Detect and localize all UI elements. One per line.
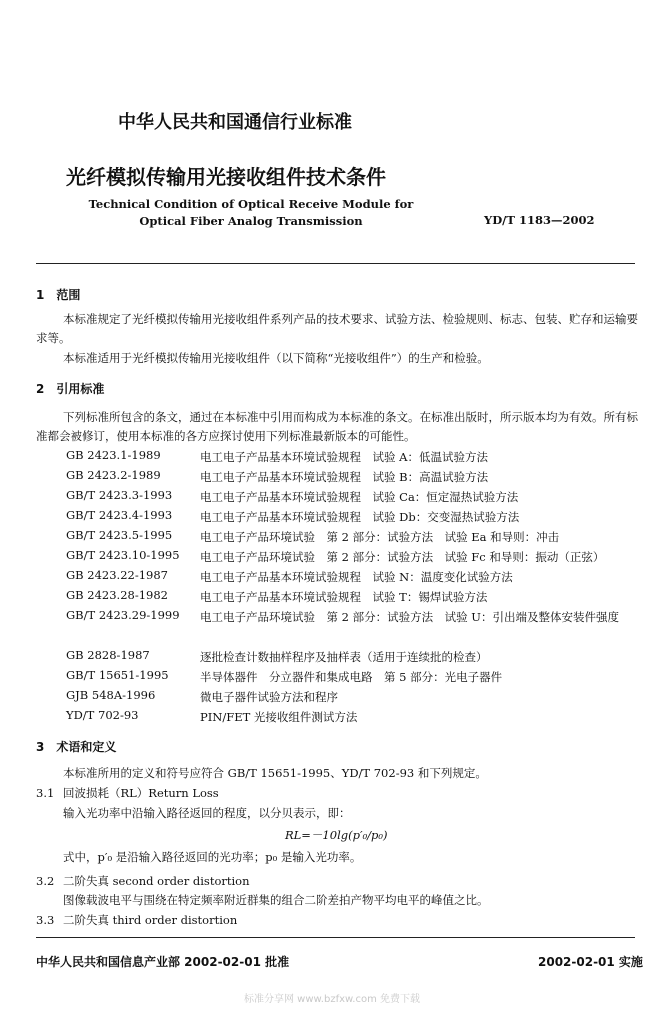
reference-title: 电工电子产品基本环境试验规程 试验 A：低温试验方法 (200, 450, 488, 464)
section-1-para-2: 本标准适用于光纤模拟传输用光接收组件（以下简称“光接收组件”）的生产和检验。 (63, 351, 489, 365)
reference-title: 电工电子产品环境试验 第 2 部分：试验方法 试验 Fc 和导则：振动（正弦） (200, 550, 605, 564)
reference-code: GB 2423.22-1987 (66, 568, 169, 582)
reference-title: 半导体器件 分立器件和集成电路 第 5 部分：光电子器件 (200, 670, 503, 684)
reference-code: GB/T 15651-1995 (66, 668, 169, 682)
reference-code: GB 2423.28-1982 (66, 588, 169, 602)
header-divider (36, 263, 635, 264)
section-1-heading: 1 范围 (36, 288, 81, 302)
reference-code: GB 2828-1987 (66, 648, 150, 662)
reference-title: 逐批检查计数抽样程序及抽样表（适用于连续批的检查） (200, 650, 488, 664)
term-3-1-desc: 输入光功率中沿输入路径返回的程度，以分贝表示，即： (63, 806, 351, 820)
formula-note: 式中，p′₀ 是沿输入路径返回的光功率；p₀ 是输入光功率。 (63, 850, 362, 864)
reference-title: 电工电子产品基本环境试验规程 试验 T：锡焊试验方法 (200, 590, 488, 604)
return-loss-formula: RL=－10lg(p′₀/p₀) (285, 828, 388, 842)
reference-title: 微电子器件试验方法和程序 (200, 690, 338, 704)
reference-code: YD/T 702-93 (66, 708, 139, 722)
standard-number: YD/T 1183—2002 (484, 213, 595, 227)
term-3-1-title: 回波损耗（RL）Return Loss (63, 786, 219, 800)
section-2-heading: 2 引用标准 (36, 382, 105, 396)
term-3-2-number: 3.2 (36, 874, 55, 888)
term-3-3-title: 二阶失真 third order distortion (63, 913, 238, 927)
section-2-intro: 下列标准所包含的条文，通过在本标准中引用而构成为本标准的条文。在标准出版时，所示版本均为有效。所有标准都会被修订，使用本标准的各方应探讨使用下列标准最新版本的可能性。 (36, 410, 638, 443)
term-3-3-number: 3.3 (36, 913, 55, 927)
reference-title: 电工电子产品基本环境试验规程 试验 Ca：恒定湿热试验方法 (200, 490, 519, 504)
reference-code: GJB 548A-1996 (66, 688, 156, 702)
standard-title-en: Technical Condition of Optical Receive Module for Optical Fiber Analog Transmission (88, 197, 414, 228)
reference-code: GB 2423.1-1989 (66, 448, 161, 462)
reference-title: 电工电子产品环境试验 第 2 部分：试验方法 试验 Ea 和导则：冲击 (200, 530, 560, 544)
reference-title: 电工电子产品基本环境试验规程 试验 B：高温试验方法 (200, 470, 489, 484)
reference-title: PIN/FET 光接收组件测试方法 (200, 710, 358, 724)
reference-code: GB/T 2423.5-1995 (66, 528, 173, 542)
term-3-1-number: 3.1 (36, 786, 55, 800)
reference-code: GB/T 2423.29-1999 (66, 608, 180, 622)
reference-code: GB/T 2423.10-1995 (66, 548, 180, 562)
section-3-intro: 本标准所用的定义和符号应符合 GB/T 15651-1995、YD/T 702-93 和下列规定。 (63, 766, 487, 780)
reference-code: GB/T 2423.3-1993 (66, 488, 173, 502)
footer-issuer: 中华人民共和国信息产业部 2002-02-01 批准 (36, 955, 290, 969)
term-3-2-title: 二阶失真 second order distortion (63, 874, 250, 888)
section-1-para-1: 本标准规定了光纤模拟传输用光接收组件系列产品的技术要求、试验方法、检验规则、标志、包装、贮存和运输要求等。 (36, 312, 638, 345)
standard-title-cn: 光纤模拟传输用光接收组件技术条件 (66, 165, 386, 189)
reference-title: 电工电子产品基本环境试验规程 试验 Db：交变湿热试验方法 (200, 510, 520, 524)
footer-effective-date: 2002-02-01 实施 (538, 955, 643, 969)
reference-code: GB 2423.2-1989 (66, 468, 161, 482)
industry-standard-title: 中华人民共和国通信行业标准 (118, 112, 352, 133)
reference-title: 电工电子产品环境试验 第 2 部分：试验方法 试验 U：引出端及整体安装件强度 (200, 610, 619, 624)
reference-code: GB/T 2423.4-1993 (66, 508, 173, 522)
section-3-heading: 3 术语和定义 (36, 740, 117, 754)
term-3-2-desc: 图像载波电平与围绕在特定频率附近群集的组合二阶差拍产物平均电平的峰值之比。 (63, 893, 489, 907)
footer-divider (36, 937, 635, 938)
reference-title: 电工电子产品基本环境试验规程 试验 N：温度变化试验方法 (200, 570, 513, 584)
watermark: 标准分享网 www.bzfxw.com 免费下载 (244, 994, 420, 1005)
